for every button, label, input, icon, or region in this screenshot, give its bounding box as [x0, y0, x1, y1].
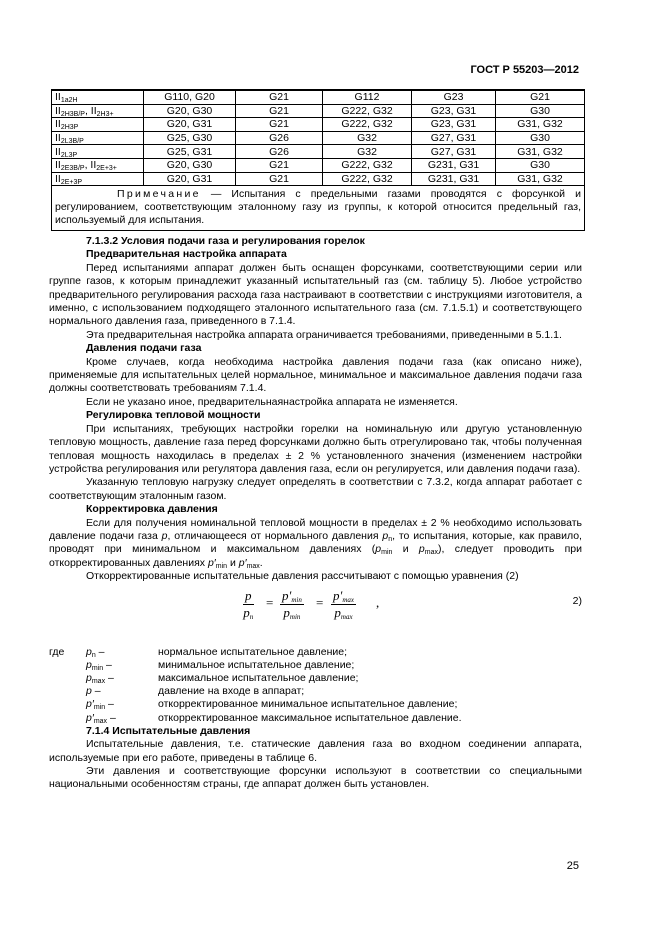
subheading-heat-input-adjustment: Регулировка тепловой мощности [86, 409, 261, 422]
main-text [49, 235, 583, 792]
fraction-p-over-pn: $\frac{p}{p_n}$ [243, 587, 254, 621]
paragraph-pressure-correction: Если для получения номинальной тепловой мощности в пределах ± 2 % необходимо использовать давление подачи газа p, отличающееся от нормального давления $p_n$, то испытания, которые, как правило, проводят при минимальном и максимальном давлениях ($p_{min}$ и $p_{max}$), следует проводить при откорректированных давлениях $p'_{min}$ и $p'_{max}$. [49, 516, 583, 570]
paragraph: Если не указано иное, предварительнаянастройка аппарата не изменяется. [86, 395, 458, 408]
gas-cell: G23 [412, 90, 496, 104]
subheading-supply-pressures: Давления подачи газа [86, 342, 202, 355]
fraction-pmin: $p'_{min}$ $p_{min}$ [282, 587, 302, 621]
definition-text: нормальное испытательное давление; [158, 645, 348, 658]
formula-comma: , [376, 594, 380, 610]
section-heading-7-1-4: 7.1.4 Испытательные давления [86, 724, 251, 737]
table-row [52, 131, 585, 145]
gas-cell: G21 [236, 118, 323, 132]
table-note: Примечание — Испытания с предельными газами проводятся с форсункой и регулированием, соответствующим эталонному газу из группы, к которой относится предельный газ, используемый для испытания. [52, 186, 585, 230]
gas-cell: G20, G30 [144, 158, 236, 172]
table-row [52, 172, 585, 186]
gas-cell: G21 [236, 104, 323, 118]
definition-row [49, 685, 582, 698]
subheading-preliminary-setup: Предварительная настройка аппарата [86, 248, 287, 261]
definition-symbol: $p'_{max}$ – [86, 711, 116, 725]
gas-cell: G20, G31 [144, 118, 236, 132]
appliance-category-cell: $II_{1a2H}$ [52, 90, 144, 104]
gas-cell: G27, G31 [412, 131, 496, 145]
symbol-definitions [49, 646, 582, 725]
equation-2 [86, 588, 582, 636]
gas-cell: G231, G31 [412, 172, 496, 186]
gas-cell: G231, G31 [412, 158, 496, 172]
definition-text: откорректированное минимальное испытательное давление; [158, 698, 458, 711]
table-row [52, 104, 585, 118]
definition-symbol: $p_{max}$ – [86, 671, 114, 685]
gas-category-table [51, 89, 585, 231]
table-row [52, 118, 585, 132]
appliance-category-cell: $II_{2H3P}$ [52, 118, 144, 132]
table-row [52, 145, 585, 159]
gas-cell: G20, G31 [144, 172, 236, 186]
gas-cell: G31, G32 [496, 145, 585, 159]
definition-text: минимальное испытательное давление; [158, 658, 355, 671]
definition-row [49, 646, 582, 659]
table-row [52, 158, 585, 172]
appliance-category-cell: $II_{2L3B/P}$ [52, 131, 144, 145]
gas-cell: G222, G32 [323, 158, 412, 172]
appliance-category-cell: $II_{2E3B/P}$, $II_{2E+3+}$ [52, 158, 144, 172]
gas-cell: G222, G32 [323, 104, 412, 118]
definition-text: максимальное испытательное давление; [158, 671, 359, 684]
gas-cell: G30 [496, 158, 585, 172]
gas-cell: G30 [496, 131, 585, 145]
gas-cell: G23, G31 [412, 104, 496, 118]
definition-text: откорректированное максимальное испытательное давление. [158, 711, 462, 724]
gas-cell: G26 [236, 145, 323, 159]
gas-cell: G30 [496, 104, 585, 118]
definition-row [49, 659, 582, 672]
appliance-category-cell: $II_{2E+3P}$ [52, 172, 144, 186]
gas-cell: G32 [323, 131, 412, 145]
gas-cell: G21 [236, 172, 323, 186]
definition-symbol: $p'_{min}$ – [86, 698, 114, 712]
gas-table-body [52, 90, 585, 230]
gas-cell: G27, G31 [412, 145, 496, 159]
gas-cell: G222, G32 [323, 172, 412, 186]
paragraph: Перед испытаниями аппарат должен быть оснащен форсунками, соответствующими серии или группе газов, к которым принадлежит указанный испытательный газ (см. таблицу 5). Любое устройство предварительного регулирования расхода газа настраивают в соответствии с инструкциями изготовителя, а именно, с использованием подходящего эталонного испытательного газа (см. 7.1.5.1) и соответствующего нормального давления газа, приведенного в 7.1.4. [49, 261, 582, 328]
paragraph: При испытаниях, требующих настройки горелки на номинальную или другую установленную тепловую мощность, давление газа перед форсунками должно быть отрегулировано так, чтобы полученная тепловая мощность находилась в пределах ± 2 % установленного значения (изменением настройки устройства регулирования или регулятора давления газа, если он регулируется, или давления подачи газа). [49, 422, 582, 475]
paragraph: Откорректированные испытательные давления рассчитывают с помощью уравнения (2) [86, 570, 519, 583]
paragraph: Указанную тепловую нагрузку следует определять в соответствии с 7.3.2, когда аппарат работает с соответствующим эталонным газом. [49, 476, 582, 502]
definition-symbol: $p_n$ – [86, 645, 105, 659]
gas-cell: G222, G32 [323, 118, 412, 132]
paragraph: Кроме случаев, когда необходима настройка давления подачи газа (как описано ниже), применяемые для испытательных целей нормальное, минимальное и максимальное давления подачи газа должны соответствовать требованиям 7.1.4. [49, 355, 582, 395]
section-heading-7-1-3-2: 7.1.3.2 Условия подачи газа и регулирования горелок [86, 235, 365, 247]
paragraph: Испытательные давления, т.е. статические давления газа во входном соединении аппарата, используемые при его работе, приведены в таблице 6. [49, 738, 582, 764]
fraction-pmax: $p'_{max}$ $p_{max}$ [333, 587, 355, 621]
page-number: 25 [566, 860, 579, 872]
definition-row [49, 672, 582, 685]
document-id-header: ГОСТ Р 55203—2012 [470, 64, 579, 76]
table-row [52, 90, 585, 104]
table-note-row [52, 186, 585, 230]
gas-cell: G21 [236, 158, 323, 172]
equals-sign: = [266, 594, 274, 610]
gas-cell: G25, G31 [144, 145, 236, 159]
paragraph: Эта предварительная настройка аппарата ограничивается требованиями, приведенными в 5.1.1. [86, 328, 562, 341]
gas-cell: G20, G30 [144, 104, 236, 118]
gas-cell: G21 [236, 90, 323, 104]
subheading-pressure-correction: Корректировка давления [86, 503, 218, 516]
gas-cell: G25, G30 [144, 131, 236, 145]
where-label: где [49, 645, 65, 658]
gas-cell: G112 [323, 90, 412, 104]
equation-number: 2) [572, 594, 582, 607]
appliance-category-cell: $II_{2L3P}$ [52, 145, 144, 159]
definition-row [49, 698, 582, 711]
gas-cell: G110, G20 [144, 90, 236, 104]
gas-cell: G23, G31 [412, 118, 496, 132]
gas-cell: G32 [323, 145, 412, 159]
gas-cell: G31, G32 [496, 118, 585, 132]
equals-sign: = [316, 594, 324, 610]
paragraph: Эти давления и соответствующие форсунки используют в соответствии со специальными национальными особенностям страны, где аппарат должен быть установлен. [49, 764, 582, 791]
gas-cell: G31, G32 [496, 172, 585, 186]
definition-symbol: $p_{min}$ – [86, 658, 112, 672]
definition-row [49, 712, 582, 725]
gas-cell: G21 [496, 90, 585, 104]
definition-symbol: p – [86, 685, 101, 698]
appliance-category-cell: $II_{2H3B/P}$, $II_{2H3+}$ [52, 104, 144, 118]
gas-cell: G26 [236, 131, 323, 145]
definition-text: давление на входе в аппарат; [158, 685, 305, 698]
